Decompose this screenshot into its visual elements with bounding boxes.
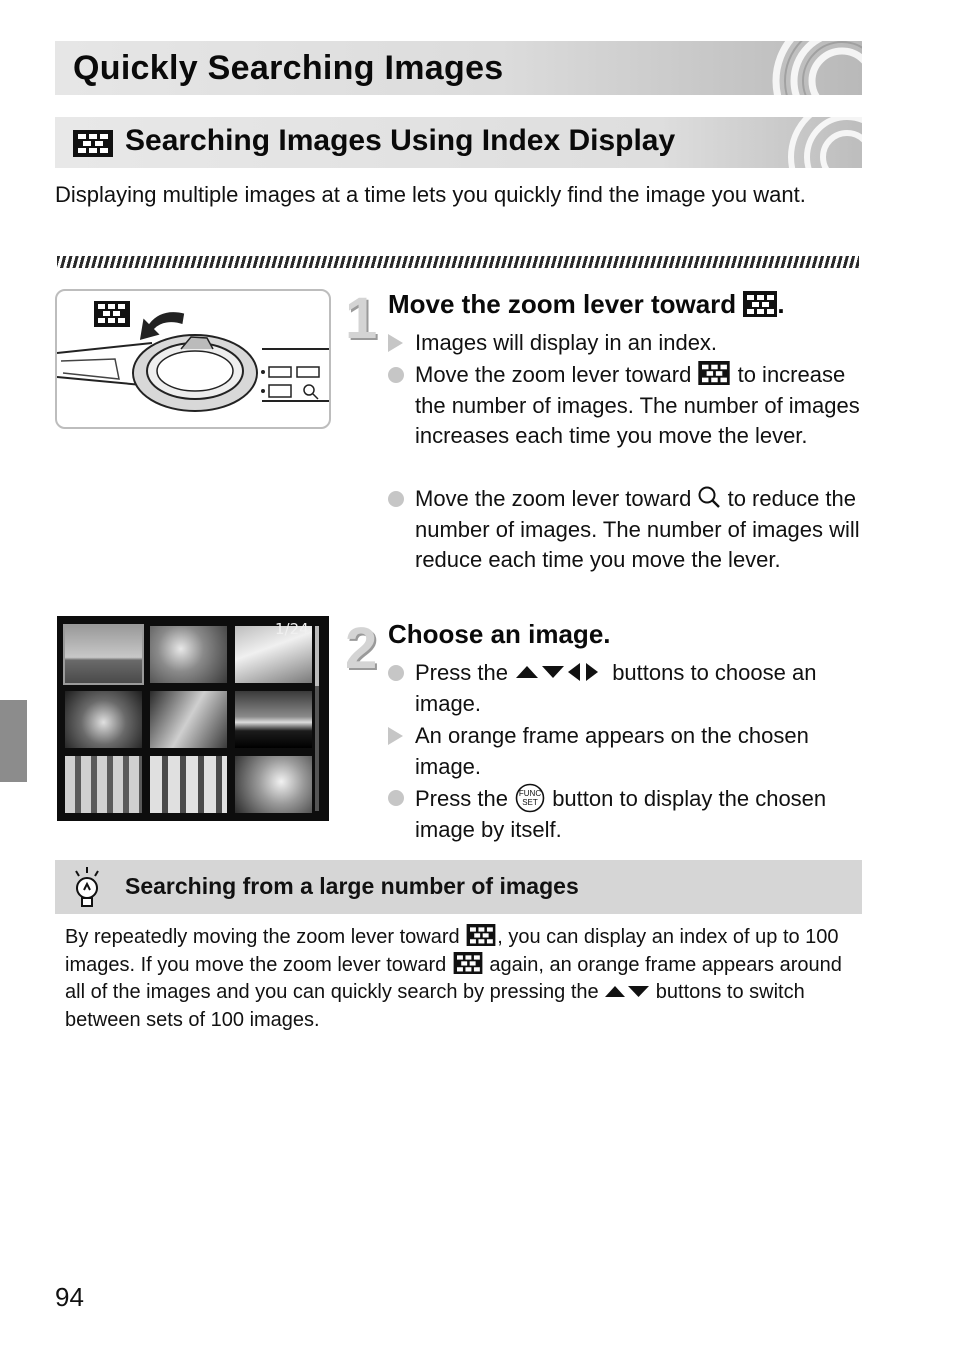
step-number-2: 2 xyxy=(345,616,378,681)
thumbnail-girl-with-dog[interactable] xyxy=(235,756,312,813)
chapter-side-tab xyxy=(0,700,27,782)
step-1-result-1 xyxy=(388,328,863,359)
result-arrow-icon xyxy=(388,727,403,745)
index-display-icon xyxy=(94,301,130,327)
step-2-action-3-pre: Press the xyxy=(415,786,508,811)
direction-arrows-icon xyxy=(514,661,606,683)
decorative-swirl-icon xyxy=(752,117,862,168)
page-number: 94 xyxy=(55,1282,84,1312)
image-counter: 1/24 xyxy=(275,620,309,638)
step-2-action-1-post: buttons to choose an image. xyxy=(415,660,817,716)
result-arrow-icon xyxy=(388,334,403,352)
tip-body xyxy=(65,924,860,1034)
tip-title: Searching from a large number of images xyxy=(125,873,579,899)
bullet-dot-icon xyxy=(388,665,404,681)
thumbnail-family-portrait[interactable] xyxy=(65,691,142,748)
intro-paragraph: Displaying multiple images at a time lets you quickly find the image you want. xyxy=(55,182,806,207)
step-1-action-3-pre: Move the zoom lever toward xyxy=(415,486,692,511)
step-1-action-2-pre: Move the zoom lever toward xyxy=(415,362,692,387)
step-2-action-3-post: button to display the chosen image by itself. xyxy=(415,786,827,842)
step-1-result-1-text: Images will display in an index. xyxy=(415,330,718,355)
step-2-action-1 xyxy=(388,658,863,719)
step-1-heading-text: Move the zoom lever toward xyxy=(388,289,737,319)
step-number-1: 1 xyxy=(345,286,378,351)
thumbnail-landscape[interactable] xyxy=(65,626,142,683)
index-display-icon xyxy=(697,361,731,385)
step-1-action-2-post: to increase the number of images. The number of images increases each time you move the lever. xyxy=(415,362,860,448)
func-label: FUNC xyxy=(518,789,542,798)
index-display-icon xyxy=(73,130,113,157)
step-1-heading xyxy=(388,289,785,320)
func-set-button-icon xyxy=(514,783,546,813)
index-display-icon xyxy=(452,952,484,974)
tip-body-part-1: By repeatedly moving the zoom lever toward xyxy=(65,926,460,948)
thumbnail-sunset[interactable] xyxy=(235,691,312,748)
step-1-heading-period: . xyxy=(777,289,785,319)
set-label: SET xyxy=(522,798,538,807)
thumbnail-statue[interactable] xyxy=(150,691,227,748)
tip-body-part-3: again, an orange frame appears around all of the images and you can quickly search by pressing the xyxy=(65,953,842,1003)
index-display-icon xyxy=(465,924,497,946)
step-1-action-2 xyxy=(388,360,863,452)
tip-header-bar xyxy=(55,860,862,914)
step-2-heading: Choose an image. xyxy=(388,619,611,649)
step-2-action-3 xyxy=(388,783,863,845)
index-display-icon xyxy=(743,291,777,317)
chapter-title-bar xyxy=(55,41,862,95)
bullet-dot-icon xyxy=(388,367,404,383)
step-1-action-3 xyxy=(388,484,863,576)
bullet-dot-icon xyxy=(388,790,404,806)
index-display-screen xyxy=(57,616,329,821)
tip-body-part-4: buttons to switch between sets of 100 images. xyxy=(65,981,805,1031)
section-title: Searching Images Using Index Display xyxy=(125,124,676,157)
section-header-bar xyxy=(55,117,862,168)
magnify-icon xyxy=(697,485,721,509)
lightbulb-tip-icon xyxy=(72,866,102,910)
hatched-divider xyxy=(57,256,859,268)
thumbnail-children-group[interactable] xyxy=(150,756,227,813)
step-2-action-1-pre: Press the xyxy=(415,660,508,685)
thumbnail-children-playing[interactable] xyxy=(150,626,227,683)
step-1-action-3-post: to reduce the number of images. The number of images will reduce each time you move the lever. xyxy=(415,486,860,572)
decorative-swirl-icon xyxy=(732,41,862,95)
tip-body-part-2: , you can display an index of up to 100 images. If you move the zoom lever toward xyxy=(65,926,839,976)
step-2-result-2 xyxy=(388,721,863,782)
thumbnail-group-of-kids[interactable] xyxy=(65,756,142,813)
index-scrollbar-thumb xyxy=(315,626,319,686)
zoom-lever-illustration xyxy=(55,289,331,429)
chapter-title: Quickly Searching Images xyxy=(73,49,504,87)
up-down-arrows-icon xyxy=(604,983,650,1001)
bullet-dot-icon xyxy=(388,491,404,507)
step-2-result-2-text: An orange frame appears on the chosen image. xyxy=(415,723,809,779)
